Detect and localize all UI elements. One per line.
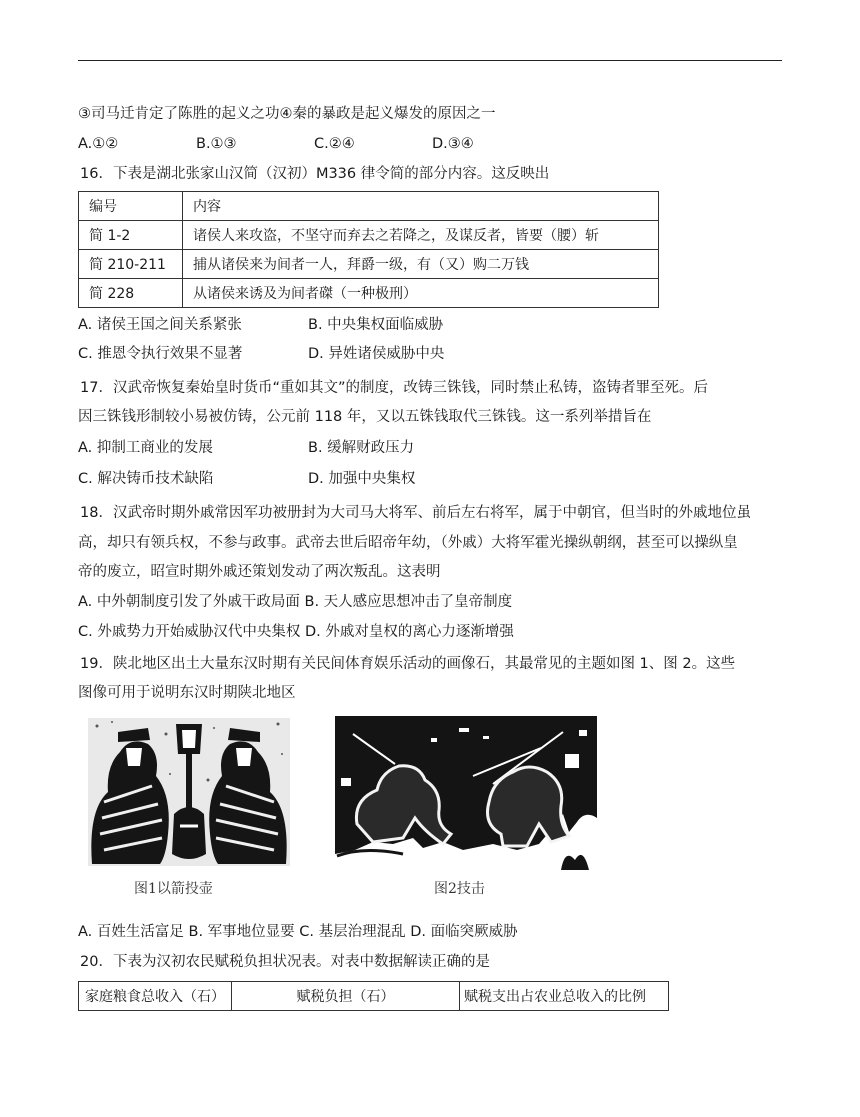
q17-stem-line2: 因三铢钱形制较小易被仿铸，公元前 118 年，又以五铢钱取代三铢钱。这一系列举措旨在 [78,409,652,425]
table-cell: 简 1-2 [79,221,183,250]
table-row [79,982,669,1011]
table-header-cell: 编号 [79,192,183,221]
option-c[interactable]: C. 解决铸币技术缺陷 [78,471,214,487]
table-cell: 简 228 [79,279,183,308]
q18-options-row1[interactable]: A. 中外朝制度引发了外戚干政局面 B. 天人感应思想冲击了皇帝制度 [78,594,513,610]
q19-stem-line2: 图像可用于说明东汉时期陕北地区 [78,685,296,701]
q18-options-row2[interactable]: C. 外戚势力开始威胁汉代中央集权 D. 外戚对皇权的离心力逐渐增强 [78,624,514,640]
option-d[interactable]: D.③④ [432,136,474,152]
q16-stem: 16．下表是湖北张家山汉简（汉初）M336 律令简的部分内容。这反映出 [80,166,550,182]
option-c[interactable]: C.②④ [314,136,355,152]
option-d[interactable]: D. 加强中央集权 [308,471,416,487]
table-header-cell: 赋税支出占农业总收入的比例 [460,982,669,1011]
option-b[interactable]: B. 中央集权面临威胁 [308,317,444,333]
q17-options-row1 [78,438,414,458]
q16-options-row1 [78,315,443,335]
q19-options[interactable]: A. 百姓生活富足 B. 军事地位显要 C. 基层治理混乱 D. 面临突厥威胁 [78,924,518,940]
option-c[interactable]: C. 推恩令执行效果不显著 [78,346,243,362]
table-cell: 简 210-211 [79,250,183,279]
table-cell: 捕从诸侯来为间者一人，拜爵一级，有（又）购二万钱 [183,250,659,279]
figure-2-combat-relief [333,714,599,870]
q18-stem-line3: 帝的废立，昭宣时期外戚还策划发动了两次叛乱。这表明 [78,564,441,580]
figure-1-touhu-relief [82,714,296,870]
q17-stem-line1: 17．汉武帝恢复秦始皇时货币“重如其文”的制度，改铸三铢钱，同时禁止私铸，盗铸者罪至死。后 [80,380,708,396]
q18-stem-line1: 18．汉武帝时期外戚常因军功被册封为大司马大将军、前后左右将军，属于中朝官，但当时的外戚地位虽 [80,505,751,521]
option-a[interactable]: A.①② [78,136,119,152]
table-row [79,250,659,279]
option-b[interactable]: B.①③ [196,136,237,152]
option-a[interactable]: A. 诸侯王国之间关系紧张 [78,317,242,333]
option-a[interactable]: A. 抑制工商业的发展 [78,440,213,456]
table-row [79,221,659,250]
q16-table [78,191,659,308]
q15-options [78,134,550,154]
table-row [79,192,659,221]
option-b[interactable]: B. 缓解财政压力 [308,440,415,456]
q17-options-row2 [78,469,415,489]
figure-1-caption: 图1以箭投壶 [134,881,213,897]
table-cell: 从诸侯来诱及为间者磔（一种极刑） [183,279,659,308]
table-header-cell: 内容 [183,192,659,221]
table-header-cell: 赋税负担（石） [232,982,460,1011]
figure-2-caption: 图2技击 [434,881,485,897]
q20-table [78,981,669,1011]
q16-options-row2 [78,344,444,364]
table-header-cell: 家庭粮食总收入（石） [79,982,232,1011]
q19-stem-line1: 19．陕北地区出土大量东汉时期有关民间体育娱乐活动的画像石，其最常见的主题如图 1、图 2。这些 [80,656,736,672]
header-rule [78,60,782,61]
table-row [79,279,659,308]
table-cell: 诸侯人来攻盗，不坚守而弃去之若降之，及谋反者，皆要（腰）斩 [183,221,659,250]
option-d[interactable]: D. 异姓诸侯威胁中央 [308,346,445,362]
q20-stem: 20．下表为汉初农民赋税负担状况表。对表中数据解读正确的是 [80,954,490,970]
q18-stem-line2: 高，却只有领兵权，不参与政事。武帝去世后昭帝年幼，（外戚）大将军霍光操纵朝纲，甚至可以操纵皇 [78,535,738,551]
q15-statement: ③司马迁肯定了陈胜的起义之功④秦的暴政是起义爆发的原因之一 [78,106,496,122]
